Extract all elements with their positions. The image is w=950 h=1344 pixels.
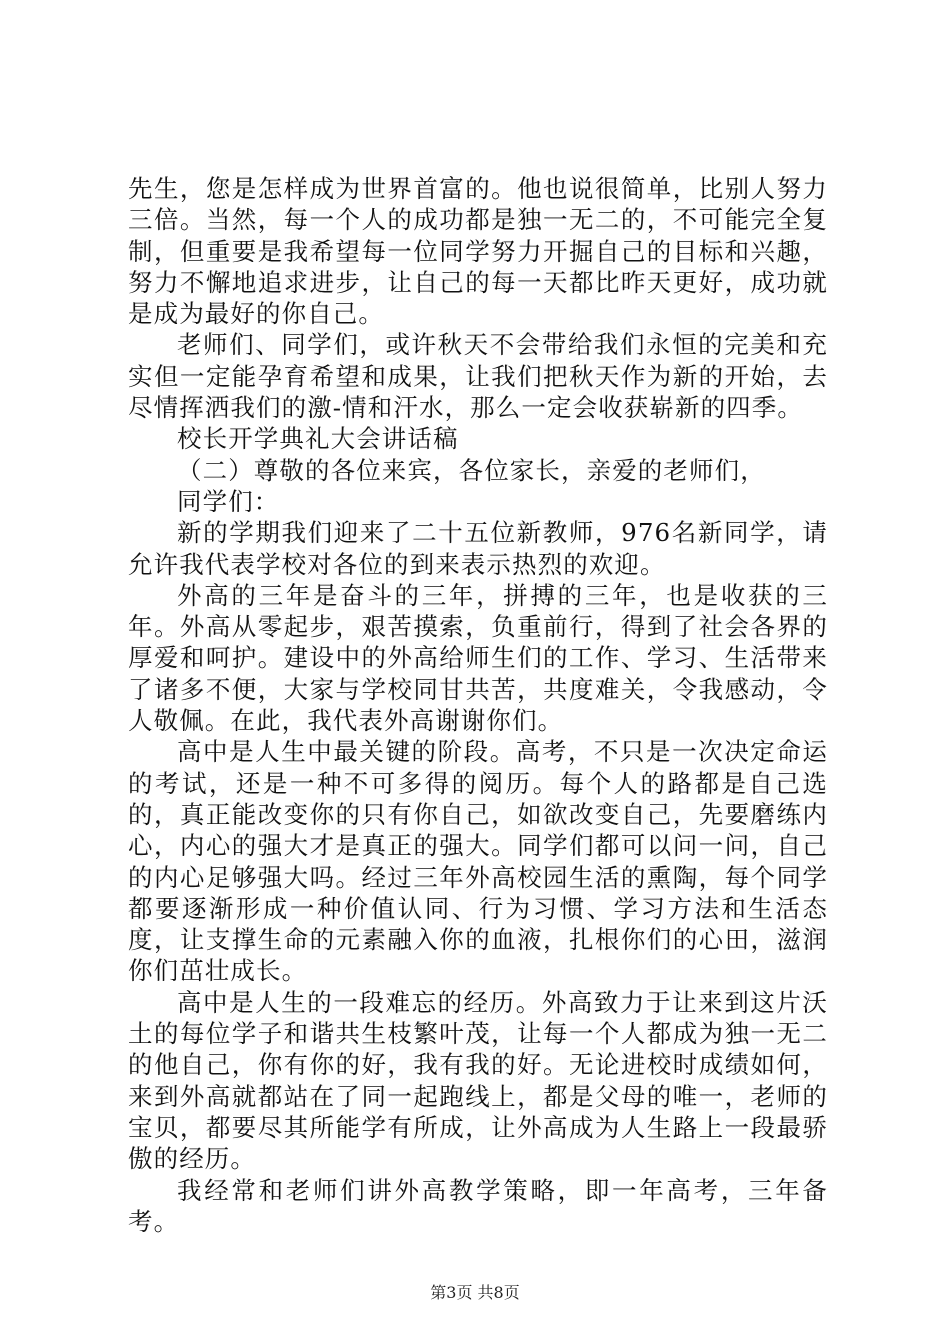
paragraph-strategy: 我经常和老师们讲外高教学策略，即一年高考，三年备考。 xyxy=(128,1175,828,1236)
paragraph-experience: 高中是人生的一段难忘的经历。外高致力于让来到这片沃土的每位学子和谐共生枝繁叶茂，让每一个人都成为独一无二的他自己，你有你的好，我有我的好。无论进校时成绩如何，来到外高就都站在了同一起跑线上，都是父母的唯一，老师的宝贝，都要尽其所能学有所成，让外高成为人生路上一段最骄傲的经历。 xyxy=(128,987,828,1174)
salutation-students: 同学们： xyxy=(177,486,280,516)
paragraph-autumn: 老师们、同学们，或许秋天不会带给我们永恒的完美和充实但一定能孕育希望和成果，让我们把秋天作为新的开始，去尽情挥洒我们的激-情和汗水，那么一定会收获崭新的四季。 xyxy=(128,330,828,423)
paragraph-key-stage: 高中是人生中最关键的阶段。高考，不只是一次决定命运的考试，还是一种不可多得的阅历。每个人的路都是自己选的，真正能改变你的只有你自己，如欲改变自己，先要磨练内心，内心的强大才是真正的强大。同学们都可以问一问，自己的内心足够强大吗。经过三年外高校园生活的熏陶，每个同学都要逐渐形成一种价值认同、行为习惯、学习方法和生活态度，让支撑生命的元素融入你的血液，扎根你们的心田，滋润你们茁壮成长。 xyxy=(128,737,828,986)
page-footer xyxy=(0,1282,950,1304)
page-number: 第3页 共8页 xyxy=(430,1283,520,1302)
document-body xyxy=(128,173,828,1237)
paragraph-welcome: 新的学期我们迎来了二十五位新教师，976名新同学，请允许我代表学校对各位的到来表示热烈的欢迎。 xyxy=(128,518,828,579)
paragraph-three-years: 外高的三年是奋斗的三年，拼搏的三年，也是收获的三年。外高从零起步，艰苦摸索，负重前行，得到了社会各界的厚爱和呵护。建设中的外高给师生们的工作、学习、生活带来了诸多不便，大家与学校同甘共苦，共度难关，令我感动，令人敬佩。在此，我代表外高谢谢你们。 xyxy=(128,580,828,736)
speech-title: 校长开学典礼大会讲话稿 xyxy=(177,424,459,454)
salutation-guests: （二）尊敬的各位来宾，各位家长，亲爱的老师们， xyxy=(177,455,766,485)
paragraph-continuation: 先生，您是怎样成为世界首富的。他也说很简单，比别人努力三倍。当然，每一个人的成功都是独一无二的，不可能完全复制，但重要是我希望每一位同学努力开掘自己的目标和兴趣，努力不懈地追求进步，让自己的每一天都比昨天更好，成功就是成为最好的你自己。 xyxy=(128,174,828,329)
